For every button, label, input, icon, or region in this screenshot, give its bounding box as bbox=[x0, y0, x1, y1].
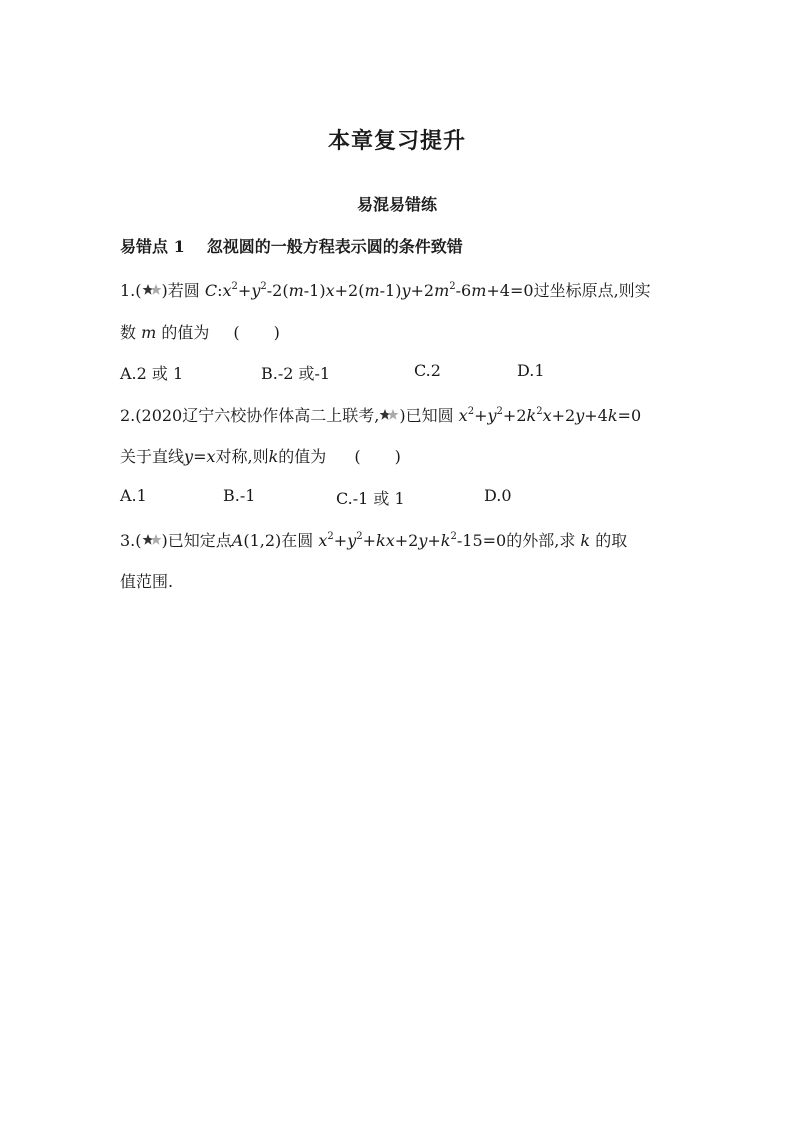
two-star-icon bbox=[379, 408, 399, 422]
q1-option-c: C.2 bbox=[414, 361, 441, 380]
answer-blank: ( ) bbox=[233, 323, 280, 342]
question-2-line-2: 关于直线y=x对称,则k的值为 ( ) bbox=[120, 447, 401, 466]
q1-option-d: D.1 bbox=[517, 361, 545, 380]
question-1-line-1: 1.( )若圆 $C:x^2+y^2-2(m-1)x+2(m-1)y+2m^2-6m+4=0$过坐标原点,则实 bbox=[120, 280, 651, 300]
exercise-heading: 易混易错练 bbox=[356, 195, 437, 214]
two-star-icon bbox=[142, 533, 162, 547]
answer-blank: ( ) bbox=[354, 447, 401, 466]
chapter-title: 本章复习提升 bbox=[327, 128, 466, 154]
question-3-line-2: 值范围. bbox=[120, 572, 174, 591]
q2-option-d: D.0 bbox=[484, 486, 512, 505]
error-point-label: 易错点 1 bbox=[120, 237, 185, 256]
question-1-line-2: 数 m 的值为 ( ) bbox=[120, 323, 280, 342]
question-2-line-1: 2.(2020辽宁六校协作体高二上联考, )已知圆 $x^2+y^2+2k^2x+2y+4k=0$ bbox=[120, 405, 642, 425]
q2-option-a: A.1 bbox=[120, 486, 147, 505]
q1-option-a: A.2 或 1 bbox=[120, 364, 184, 383]
error-point-heading bbox=[120, 234, 463, 257]
two-star-icon bbox=[142, 283, 162, 297]
q2-option-b: B.-1 bbox=[223, 486, 256, 505]
question-3-line-1: 3.( )已知定点A(1,2)在圆 $x^2+y^2+kx+2y+k^2-15=0$的外部,求 k 的取 bbox=[120, 530, 628, 550]
q2-option-c: C.-1 或 1 bbox=[336, 489, 405, 508]
q1-option-b: B.-2 或-1 bbox=[261, 364, 331, 383]
error-point-text: 忽视圆的一般方程表示圆的条件致错 bbox=[206, 237, 463, 256]
